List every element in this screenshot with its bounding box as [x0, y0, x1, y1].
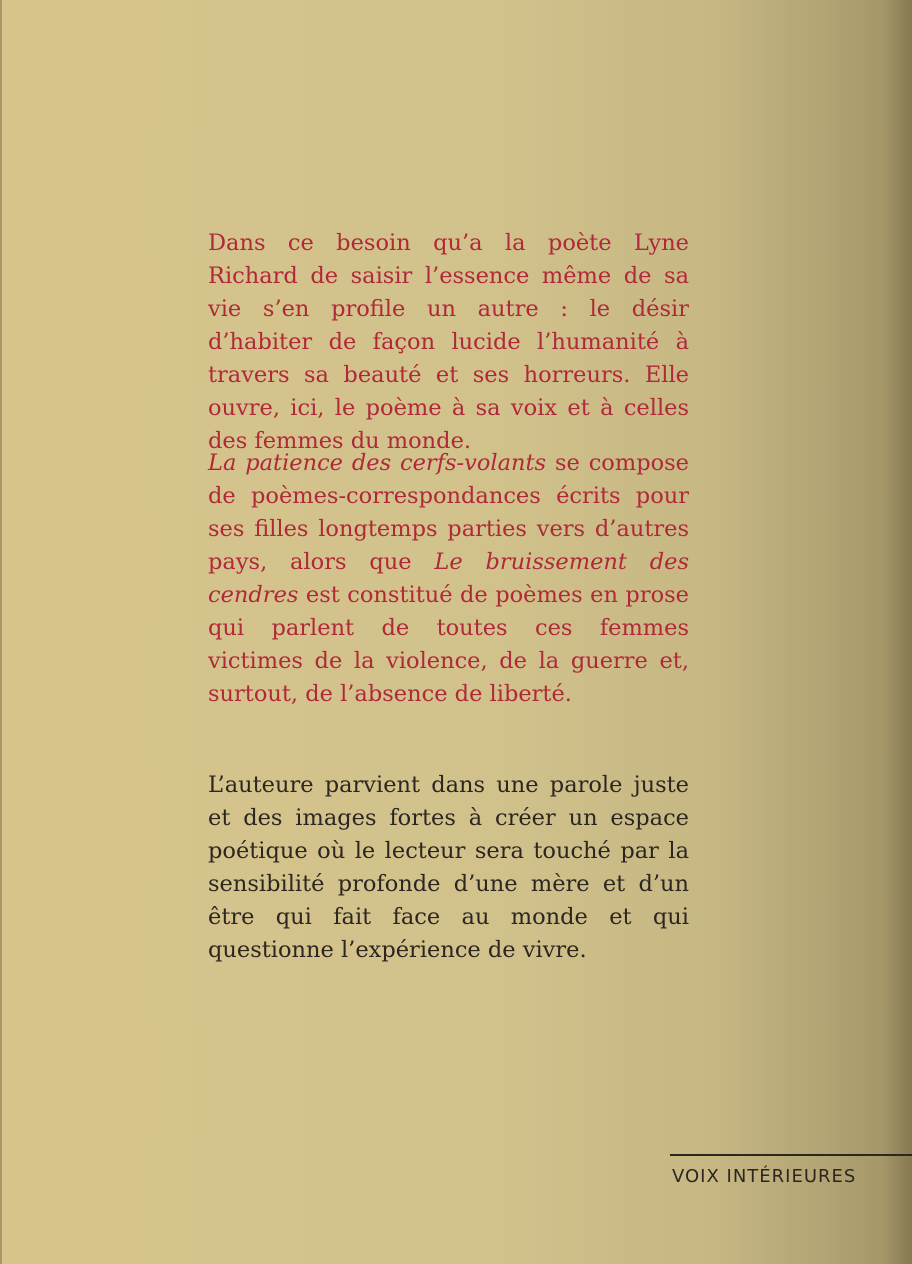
footer-rule — [670, 1154, 912, 1156]
spine-shadow — [882, 0, 912, 1264]
author-paragraph: L’auteure parvient dans une parole juste et des images fortes à créer un espace poétique où le lecteur sera touché par la sensibilité profonde d’une mère et d’un être qui fait face au monde et qui questionne l’expérience de vivre. — [208, 772, 689, 963]
book-title-bruissement: Le bruissement des cendres — [208, 549, 690, 608]
page-edge — [0, 0, 2, 1264]
series-label: VOIX INTÉRIEURES — [672, 1166, 857, 1187]
works-text-1: se compose de poèmes-correspondances écrits pour ses filles longtemps parties vers d’autres pays, alors que — [208, 450, 690, 575]
works-text-2: est constitué de poèmes en prose qui parlent de toutes ces femmes victimes de la violence, de la guerre et, surtout, de l’absence de liberté. — [208, 582, 689, 707]
intro-paragraph: Dans ce besoin qu’a la poète Lyne Richard de saisir l’essence même de sa vie s’en profile un autre : le désir d’habiter de façon lucide l’humanité à travers sa beauté et ses horreurs. Elle ouvre, ici, le poème à sa voix et à celles des femmes du monde. — [208, 230, 689, 454]
works-paragraph — [208, 447, 689, 711]
book-title-cerfs-volants: La patience des cerfs-volants — [208, 450, 547, 476]
